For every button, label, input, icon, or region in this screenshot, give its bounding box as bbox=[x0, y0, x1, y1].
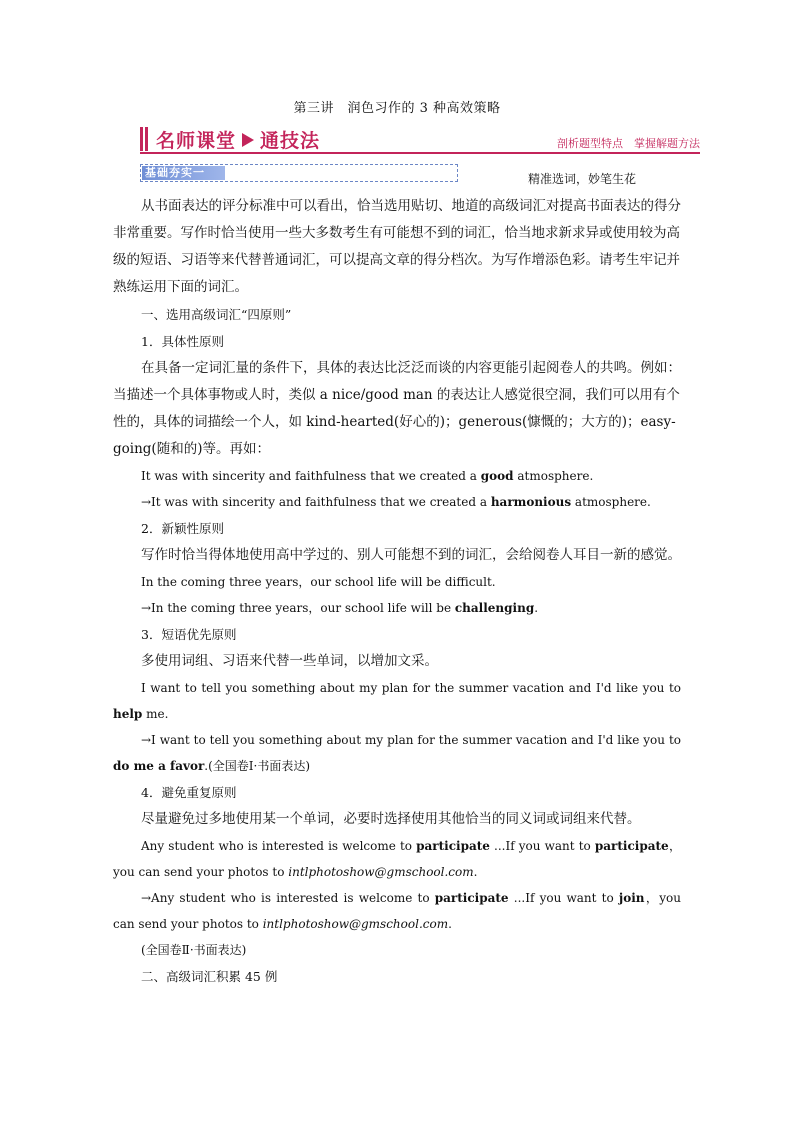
principle3-text: 多使用词组、习语来代替一些单词，以增加文采。 bbox=[141, 653, 438, 669]
principle4-source: (全国卷Ⅱ·书面表达) bbox=[141, 943, 247, 957]
banner-bars-icon bbox=[140, 127, 152, 151]
arrow-right-icon bbox=[242, 133, 254, 147]
principle4-heading: 4．避免重复原则 bbox=[141, 785, 237, 800]
principle3-heading: 3．短语优先原则 bbox=[141, 627, 237, 642]
part1-heading: 一、选用高级词汇“四原则” bbox=[141, 307, 292, 322]
principle4-example2: →Any student who is interested is welcome to participate ...If you want to join，you can send your photos to intlphotoshow@gmschool.com. bbox=[113, 891, 682, 931]
principle4-text: 尽量避免过多地使用某一个单词，必要时选择使用其他恰当的同义词或词组来代替。 bbox=[141, 811, 641, 827]
principle1-text: 在具备一定词汇量的条件下，具体的表达比泛泛而谈的内容更能引起阅卷人的共鸣。例如：当描述一个具体事物或人时，类似 a nice/good man 的表达让人感觉很空洞，我们可以用有个性的，具体的词描绘一个人，如 kind-hearted(好心的)；generous(慷慨的；大方的)；easy-going(随和的)等。再如： bbox=[113, 360, 681, 457]
banner-underline bbox=[140, 152, 700, 154]
section-tag-box bbox=[140, 164, 458, 182]
banner-title bbox=[156, 126, 320, 153]
principle1-heading: 1．具体性原则 bbox=[141, 334, 224, 349]
banner-title-left: 名师课堂 bbox=[156, 130, 237, 152]
principle4-example1: Any student who is interested is welcome to participate ...If you want to participate，you can send your photos to intlphotoshow@gmschool.com. bbox=[113, 839, 681, 879]
section-tag-label: 基础夯实一 bbox=[142, 166, 225, 180]
main-content bbox=[113, 193, 681, 990]
principle2-heading: 2．新颖性原则 bbox=[141, 521, 224, 536]
principle2-example2: →In the coming three years，our school life will be challenging. bbox=[141, 601, 539, 615]
banner-subtitle: 剖析题型特点 掌握解题方法 bbox=[557, 137, 700, 150]
part2-heading: 二、高级词汇积累 45 例 bbox=[141, 969, 278, 984]
section-banner bbox=[140, 127, 700, 153]
banner-title-right: 通技法 bbox=[260, 130, 321, 152]
principle2-text: 写作时恰当得体地使用高中学过的、别人可能想不到的词汇，会给阅卷人耳目一新的感觉。 bbox=[141, 547, 681, 563]
intro-paragraph: 从书面表达的评分标准中可以看出，恰当选用贴切、地道的高级词汇对提高书面表达的得分非常重要。写作时恰当使用一些大多数考生有可能想不到的词汇，恰当地求新求异或使用较为高级的短语、习语等来代替普通词汇，可以提高文章的得分档次。为写作增添色彩。请考生牢记并熟练运用下面的词汇。 bbox=[113, 198, 681, 295]
principle3-example1: I want to tell you something about my plan for the summer vacation and I'd like you to help me. bbox=[113, 681, 681, 721]
principle1-example1: It was with sincerity and faithfulness that we created a good atmosphere. bbox=[141, 469, 594, 483]
page-title: 第三讲 润色习作的 3 种高效策略 bbox=[293, 101, 501, 116]
section-tag-subtitle: 精准选词，妙笔生花 bbox=[528, 172, 637, 186]
principle2-example1: In the coming three years，our school life will be difficult. bbox=[141, 575, 496, 589]
principle1-example2: →It was with sincerity and faithfulness that we created a harmonious atmosphere. bbox=[141, 495, 651, 509]
principle3-example2: →I want to tell you something about my plan for the summer vacation and I'd like you to do me a favor.(全国卷Ⅰ·书面表达) bbox=[113, 733, 681, 773]
